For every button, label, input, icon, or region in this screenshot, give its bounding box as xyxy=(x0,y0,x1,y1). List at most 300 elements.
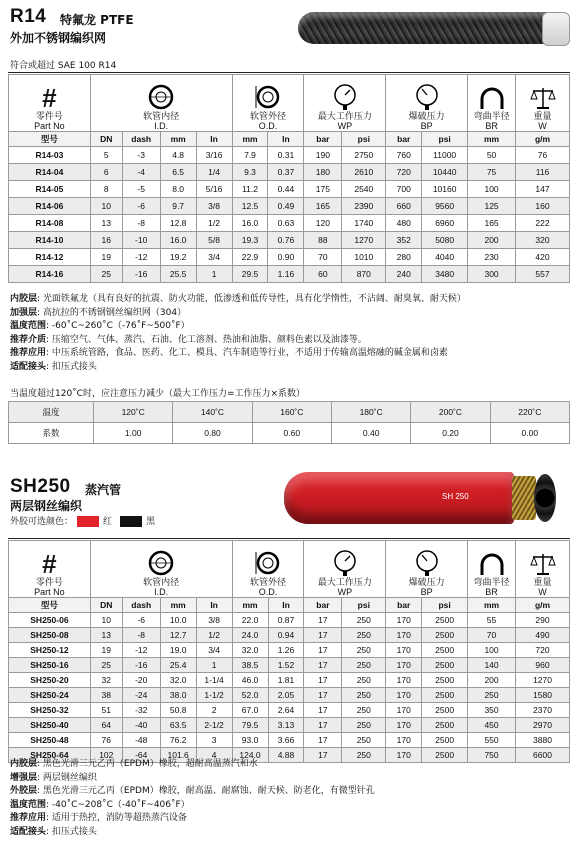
sh250-notes xyxy=(10,758,576,839)
table-cell: 3/8 xyxy=(196,613,232,628)
table-cell: 2-1/2 xyxy=(196,718,232,733)
unit-header: 型号 xyxy=(9,132,91,147)
wp-en: WP xyxy=(337,121,353,131)
color-label: 外胶可选颜色： xyxy=(10,517,74,527)
table-cell: -6 xyxy=(122,198,160,215)
temp-cell: 180˚C xyxy=(331,402,410,423)
table-cell: 222 xyxy=(516,215,570,232)
note-line xyxy=(10,293,576,307)
r14-standard: 符合或超过 SAE 100 R14 xyxy=(10,61,117,71)
table-cell: 10 xyxy=(90,613,122,628)
r14-wp-header xyxy=(304,75,386,132)
table-cell: 51 xyxy=(90,703,122,718)
note-label: 适配接头 xyxy=(10,361,47,372)
table-cell: 250 xyxy=(342,688,386,703)
unit-header: In xyxy=(268,132,304,147)
table-cell: 250 xyxy=(342,748,386,763)
part-number-cell: SH250-24 xyxy=(9,688,91,703)
table-cell: 5/16 xyxy=(196,181,232,198)
outer-diameter-icon xyxy=(253,550,283,576)
table-cell: 3/4 xyxy=(196,249,232,266)
r14-od-header xyxy=(232,75,304,132)
table-cell: 7.9 xyxy=(232,147,268,164)
r14-table-body xyxy=(9,147,570,283)
table-cell: 5/8 xyxy=(196,232,232,249)
table-cell: 2500 xyxy=(422,688,468,703)
table-cell: 2370 xyxy=(516,703,570,718)
table-cell: 17 xyxy=(304,718,342,733)
table-cell: 17 xyxy=(304,748,342,763)
temp-cell: 140˚C xyxy=(173,402,252,423)
table-cell: 1-1/2 xyxy=(196,688,232,703)
coef-cell: 0.60 xyxy=(252,423,331,444)
table-cell: 550 xyxy=(468,733,516,748)
table-cell: 350 xyxy=(468,703,516,718)
table-cell: -8 xyxy=(122,628,160,643)
table-cell: 250 xyxy=(342,643,386,658)
table-cell: 6960 xyxy=(422,215,468,232)
bp-en: BP xyxy=(420,587,433,597)
table-cell: 13 xyxy=(90,215,122,232)
coef-cell: 0.80 xyxy=(173,423,252,444)
table-row xyxy=(9,733,570,748)
table-cell: 79.5 xyxy=(232,718,268,733)
table-cell: 100 xyxy=(468,643,516,658)
sh250-code: SH250 xyxy=(10,476,71,497)
table-cell: 22.0 xyxy=(232,613,268,628)
table-cell: 230 xyxy=(468,249,516,266)
table-cell: 2970 xyxy=(516,718,570,733)
table-cell: 55 xyxy=(468,613,516,628)
table-cell: -4 xyxy=(122,164,160,181)
r14-part-header xyxy=(9,75,91,132)
outer-diameter-icon xyxy=(253,84,283,110)
wp-en: WP xyxy=(337,587,353,597)
part-number-cell: R14-08 xyxy=(9,215,91,232)
note-text: : 适用于热控，消防等超热蒸汽设备 xyxy=(46,813,187,823)
table-row xyxy=(9,181,570,198)
table-cell: 63.5 xyxy=(160,718,196,733)
table-cell: 50.8 xyxy=(160,703,196,718)
color1-name: 红 xyxy=(103,517,113,527)
unit-header: In xyxy=(268,598,304,613)
unit-header: DN xyxy=(90,132,122,147)
table-cell: 250 xyxy=(342,673,386,688)
sh250-name: 蒸汽管 xyxy=(85,483,122,497)
wp-cn: 最大工作压力 xyxy=(317,111,372,121)
part-cn: 零件号 xyxy=(35,577,63,587)
table-cell: 420 xyxy=(516,249,570,266)
pressure-gauge-icon xyxy=(333,84,357,110)
table-cell: 0.31 xyxy=(268,147,304,164)
temp-cell: 220˚C xyxy=(490,402,569,423)
table-cell: 124.0 xyxy=(232,748,268,763)
coef-cell: 0.20 xyxy=(411,423,490,444)
table-cell: 4040 xyxy=(422,249,468,266)
pressure-gauge-icon xyxy=(333,550,357,576)
unit-header: psi xyxy=(422,132,468,147)
table-cell: -8 xyxy=(122,215,160,232)
table-cell: 70 xyxy=(468,628,516,643)
table-cell: 38.0 xyxy=(160,688,196,703)
note-line xyxy=(10,772,576,786)
table-cell: 17 xyxy=(304,703,342,718)
table-cell: 100 xyxy=(468,181,516,198)
table-cell: -32 xyxy=(122,703,160,718)
part-number-cell: R14-03 xyxy=(9,147,91,164)
table-cell: 3/8 xyxy=(196,198,232,215)
table-cell: 960 xyxy=(516,658,570,673)
sh250-od-header xyxy=(232,541,304,598)
table-cell: 1580 xyxy=(516,688,570,703)
table-cell: 19 xyxy=(90,249,122,266)
table-cell: 10 xyxy=(90,198,122,215)
note-label: 加强层 xyxy=(10,307,38,318)
part-number-cell: SH250-16 xyxy=(9,658,91,673)
table-cell: 25 xyxy=(90,266,122,283)
table-cell: 19.3 xyxy=(232,232,268,249)
note-line xyxy=(10,347,576,361)
temp-cell: 200˚C xyxy=(411,402,490,423)
table-cell: 12.5 xyxy=(232,198,268,215)
note-text: : 压缩空气、气体、蒸汽、石油、化工溶剂、热油和油脂、颜料色素以及油漆等。 xyxy=(46,334,367,345)
table-cell: 52.0 xyxy=(232,688,268,703)
table-cell: 12.7 xyxy=(160,628,196,643)
table-cell: -12 xyxy=(122,249,160,266)
unit-header: mm xyxy=(160,598,196,613)
table-cell: 490 xyxy=(516,628,570,643)
bp-en: BP xyxy=(420,121,433,131)
br-en: BR xyxy=(485,587,498,597)
table-cell: 16.0 xyxy=(232,215,268,232)
part-number-cell: SH250-64 xyxy=(9,748,91,763)
table-cell: 320 xyxy=(516,232,570,249)
table-cell: 116 xyxy=(516,164,570,181)
table-cell: 0.90 xyxy=(268,249,304,266)
table-cell: 16 xyxy=(90,232,122,249)
r14-hose-image xyxy=(298,12,560,44)
table-cell: 2 xyxy=(196,703,232,718)
table-cell: 700 xyxy=(386,181,422,198)
table-cell: 1270 xyxy=(342,232,386,249)
w-cn: 重量 xyxy=(533,111,552,121)
temp-cell: 120˚C xyxy=(94,402,173,423)
table-cell: 1/2 xyxy=(196,215,232,232)
table-cell: 4.8 xyxy=(160,147,196,164)
table-cell: 720 xyxy=(386,164,422,181)
table-cell: 1/4 xyxy=(196,164,232,181)
od-cn: 软管外径 xyxy=(250,577,287,587)
table-cell: 6 xyxy=(90,164,122,181)
note-line xyxy=(10,320,576,334)
table-cell: 3/16 xyxy=(196,147,232,164)
r14-code: R14 xyxy=(10,6,47,27)
table-cell: 175 xyxy=(304,181,342,198)
part-symbol: # xyxy=(42,83,57,113)
table-cell: 4 xyxy=(196,748,232,763)
br-en: BR xyxy=(485,121,498,131)
table-cell: 200 xyxy=(468,673,516,688)
table-cell: 165 xyxy=(468,215,516,232)
part-cn: 零件号 xyxy=(35,111,63,121)
note-label: 推荐介质 xyxy=(10,334,47,345)
table-cell: 660 xyxy=(386,198,422,215)
w-en: W xyxy=(538,587,547,597)
inner-diameter-icon xyxy=(148,84,174,110)
part-number-cell: R14-04 xyxy=(9,164,91,181)
table-cell: 75 xyxy=(468,164,516,181)
table-cell: 3880 xyxy=(516,733,570,748)
black-swatch xyxy=(120,516,142,527)
table-cell: 250 xyxy=(342,658,386,673)
table-row xyxy=(9,164,570,181)
table-cell: 9.7 xyxy=(160,198,196,215)
table-cell: 25 xyxy=(90,658,122,673)
table-cell: 170 xyxy=(386,733,422,748)
table-cell: 2390 xyxy=(342,198,386,215)
note-line xyxy=(10,812,576,826)
table-cell: 13 xyxy=(90,628,122,643)
color2-name: 黑 xyxy=(146,517,156,527)
note-line xyxy=(10,799,576,813)
table-cell: 3480 xyxy=(422,266,468,283)
table-cell: 2500 xyxy=(422,643,468,658)
table-cell: 17 xyxy=(304,673,342,688)
table-cell: 1010 xyxy=(342,249,386,266)
table-cell: 67.0 xyxy=(232,703,268,718)
table-cell: 12.8 xyxy=(160,215,196,232)
sh250-units-row xyxy=(9,598,570,613)
note-line xyxy=(10,307,576,321)
table-cell: 180 xyxy=(304,164,342,181)
part-number-cell: SH250-32 xyxy=(9,703,91,718)
table-cell: 170 xyxy=(386,628,422,643)
table-cell: -20 xyxy=(122,673,160,688)
unit-header: psi xyxy=(422,598,468,613)
part-number-cell: R14-12 xyxy=(9,249,91,266)
table-cell: 2.64 xyxy=(268,703,304,718)
unit-header: In xyxy=(196,132,232,147)
table-row xyxy=(9,147,570,164)
table-cell: 870 xyxy=(342,266,386,283)
unit-header: In xyxy=(196,598,232,613)
table-cell: 10440 xyxy=(422,164,468,181)
table-cell: -64 xyxy=(122,748,160,763)
r14-id-header xyxy=(90,75,232,132)
table-cell: 11.2 xyxy=(232,181,268,198)
table-cell: 170 xyxy=(386,703,422,718)
table-cell: 19.0 xyxy=(160,643,196,658)
table-cell: 11000 xyxy=(422,147,468,164)
table-cell: 22.9 xyxy=(232,249,268,266)
table-cell: 3.13 xyxy=(268,718,304,733)
table-cell: 2750 xyxy=(342,147,386,164)
table-cell: -10 xyxy=(122,232,160,249)
part-number-cell: SH250-06 xyxy=(9,613,91,628)
sh250-spec-table xyxy=(8,540,570,763)
note-text: : 两层钢丝编织 xyxy=(37,772,97,783)
table-cell: 60 xyxy=(304,266,342,283)
table-cell: 5080 xyxy=(422,232,468,249)
r14-br-header xyxy=(468,75,516,132)
wp-cn: 最大工作压力 xyxy=(317,577,372,587)
table-cell: -6 xyxy=(122,613,160,628)
red-swatch xyxy=(77,516,99,527)
note-line xyxy=(10,758,576,772)
table-cell: 64 xyxy=(90,718,122,733)
w-cn: 重量 xyxy=(533,577,552,587)
table-cell: 2610 xyxy=(342,164,386,181)
note-label: 内胶层 xyxy=(10,759,38,769)
unit-header: bar xyxy=(386,598,422,613)
table-cell: 5 xyxy=(90,147,122,164)
table-row xyxy=(9,703,570,718)
table-cell: 8 xyxy=(90,181,122,198)
note-text: : 黑色光滑三元乙丙（EPDM）橡胶，超耐高温蒸汽和水 xyxy=(37,759,258,769)
bp-cn: 爆破压力 xyxy=(408,577,445,587)
table-cell: 16.0 xyxy=(160,232,196,249)
note-label: 推荐应用 xyxy=(10,348,47,358)
table-cell: 125 xyxy=(468,198,516,215)
unit-header: DN xyxy=(90,598,122,613)
sh250-table-body xyxy=(9,613,570,763)
table-cell: 17 xyxy=(304,613,342,628)
table-cell: 76 xyxy=(516,147,570,164)
unit-header: g/m xyxy=(516,132,570,147)
unit-header: mm xyxy=(232,598,268,613)
table-cell: 9560 xyxy=(422,198,468,215)
burst-gauge-icon xyxy=(415,550,439,576)
note-text: : 扣压式接头 xyxy=(46,826,97,837)
unit-header: mm xyxy=(232,132,268,147)
sh250-part-header xyxy=(9,541,91,598)
table-row xyxy=(9,613,570,628)
table-cell: 29.5 xyxy=(232,266,268,283)
r14-temp-table xyxy=(8,401,570,444)
r14-divider xyxy=(8,72,570,73)
table-cell: -3 xyxy=(122,147,160,164)
bp-cn: 爆破压力 xyxy=(408,111,445,121)
table-cell: 17 xyxy=(304,658,342,673)
table-cell: 17 xyxy=(304,643,342,658)
part-number-cell: R14-16 xyxy=(9,266,91,283)
r14-bp-header xyxy=(386,75,468,132)
note-label: 外胶层 xyxy=(10,786,38,796)
table-cell: 352 xyxy=(386,232,422,249)
sh250-hose-end xyxy=(534,474,556,522)
unit-header: bar xyxy=(304,132,342,147)
inner-diameter-icon xyxy=(148,550,174,576)
table-cell: 450 xyxy=(468,718,516,733)
table-cell: 0.63 xyxy=(268,215,304,232)
table-cell: 290 xyxy=(516,613,570,628)
unit-header: bar xyxy=(304,598,342,613)
unit-header: mm xyxy=(468,598,516,613)
od-en: O.D. xyxy=(258,121,278,131)
table-cell: 3 xyxy=(196,733,232,748)
part-number-cell: R14-06 xyxy=(9,198,91,215)
part-number-cell: R14-05 xyxy=(9,181,91,198)
table-cell: 38 xyxy=(90,688,122,703)
unit-header: mm xyxy=(160,132,196,147)
table-row xyxy=(9,198,570,215)
table-cell: 250 xyxy=(342,718,386,733)
table-cell: 1 xyxy=(196,658,232,673)
table-cell: 2500 xyxy=(422,748,468,763)
table-cell: 170 xyxy=(386,748,422,763)
table-cell: 2500 xyxy=(422,718,468,733)
scale-icon xyxy=(530,86,556,110)
sh250-color-options xyxy=(10,514,155,527)
table-cell: 76.2 xyxy=(160,733,196,748)
table-cell: 88 xyxy=(304,232,342,249)
table-cell: 140 xyxy=(468,658,516,673)
table-cell: -12 xyxy=(122,643,160,658)
table-cell: -16 xyxy=(122,266,160,283)
sh250-hose-image xyxy=(284,472,514,524)
table-cell: 76 xyxy=(90,733,122,748)
id-cn: 软管内径 xyxy=(143,577,180,587)
note-text: : -40˚C~208˚C（-40˚F~406˚F） xyxy=(46,799,190,810)
r14-w-header xyxy=(516,75,570,132)
table-cell: 0.37 xyxy=(268,164,304,181)
note-text: : 扣压式接头 xyxy=(46,361,97,372)
table-cell: 6600 xyxy=(516,748,570,763)
note-line xyxy=(10,361,576,375)
table-cell: 1.81 xyxy=(268,673,304,688)
part-en: Part No xyxy=(34,587,65,597)
table-cell: 557 xyxy=(516,266,570,283)
table-cell: 32.0 xyxy=(160,673,196,688)
table-cell: 32 xyxy=(90,673,122,688)
table-cell: -16 xyxy=(122,658,160,673)
part-number-cell: SH250-08 xyxy=(9,628,91,643)
part-number-cell: SH250-12 xyxy=(9,643,91,658)
br-cn: 弯曲半径 xyxy=(473,111,510,121)
w-en: W xyxy=(538,121,547,131)
table-cell: 3/4 xyxy=(196,643,232,658)
table-cell: 170 xyxy=(386,643,422,658)
table-cell: 1-1/4 xyxy=(196,673,232,688)
table-cell: 2500 xyxy=(422,703,468,718)
burst-gauge-icon xyxy=(415,84,439,110)
table-cell: 200 xyxy=(468,232,516,249)
table-cell: 3.66 xyxy=(268,733,304,748)
note-label: 增强层 xyxy=(10,772,38,783)
table-cell: 1270 xyxy=(516,673,570,688)
unit-header: psi xyxy=(342,598,386,613)
table-cell: 101.6 xyxy=(160,748,196,763)
table-cell: 250 xyxy=(342,613,386,628)
table-cell: 1 xyxy=(196,266,232,283)
table-cell: 2500 xyxy=(422,658,468,673)
part-number-cell: SH250-20 xyxy=(9,673,91,688)
table-cell: -5 xyxy=(122,181,160,198)
id-en: I.D. xyxy=(154,587,169,597)
table-cell: 2500 xyxy=(422,613,468,628)
temp-cell: 160˚C xyxy=(252,402,331,423)
table-cell: 170 xyxy=(386,613,422,628)
table-cell: 250 xyxy=(342,703,386,718)
table-cell: 300 xyxy=(468,266,516,283)
unit-header: psi xyxy=(342,132,386,147)
sh250-hose-print: SH 250 xyxy=(442,492,469,501)
r14-temp-note: 当温度超过120˚C时，应注意压力减少（最大工作压力=工作压力×系数） xyxy=(10,389,306,399)
table-cell: 1/2 xyxy=(196,628,232,643)
table-cell: 240 xyxy=(386,266,422,283)
table-cell: 1740 xyxy=(342,215,386,232)
r14-name: 特氟龙 PTFE xyxy=(60,13,134,27)
